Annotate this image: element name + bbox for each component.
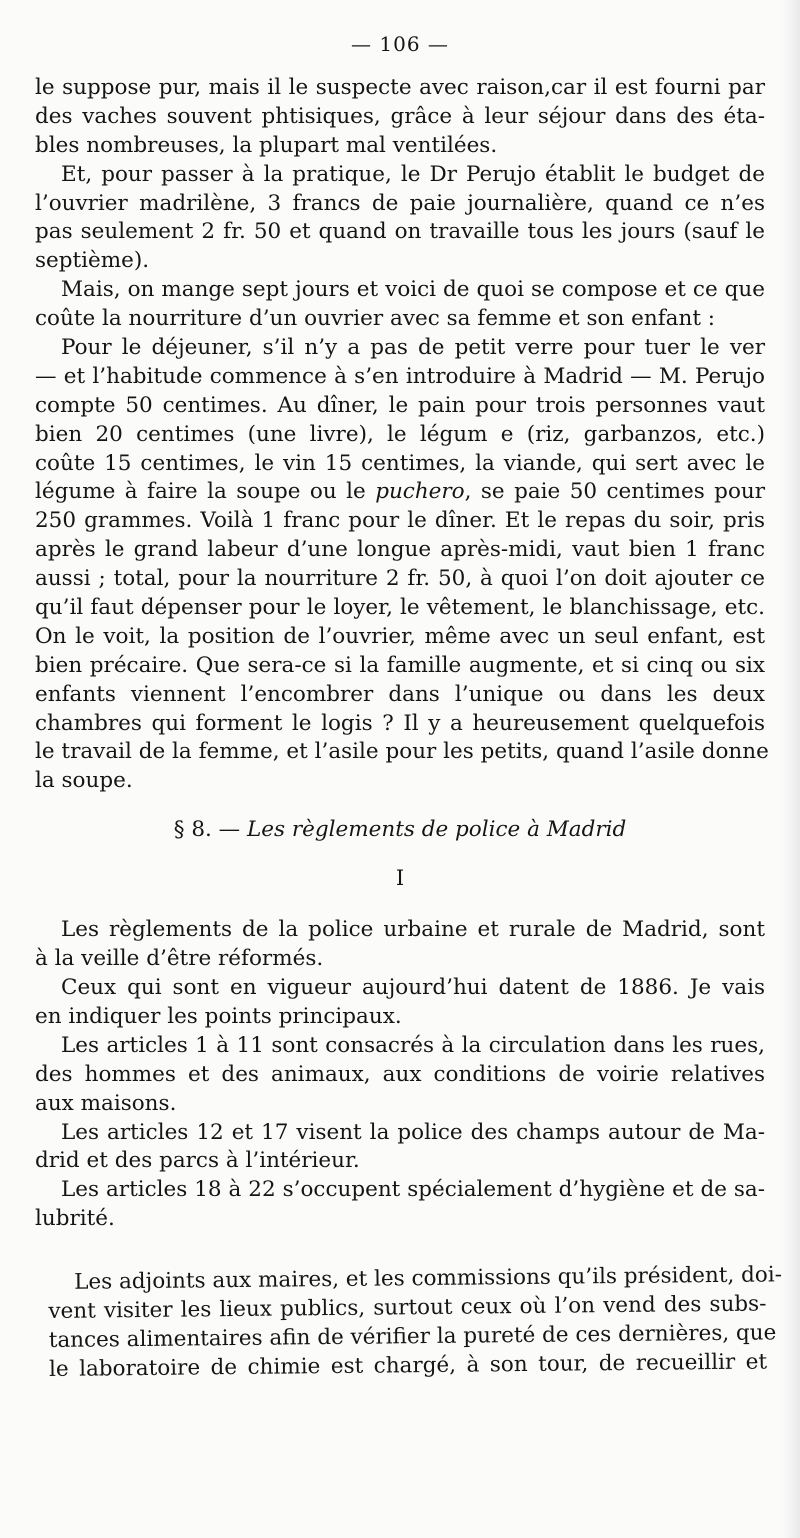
text-fragment: , se paie 50 centimes pour	[464, 479, 766, 505]
text-line: des vaches souvent phtisiques, grâce à leur séjour dans des éta-	[35, 103, 765, 129]
text-line: enfants viennent l’encombrer dans l’unique ou dans les deux	[35, 681, 765, 707]
text-line: le travail de la femme, et l’asile pour les petits, quand l’asile donne	[35, 739, 769, 765]
text-line: Et, pour passer à la pratique, le Dr Perujo établit le budget de	[61, 161, 765, 187]
text-line: Les règlements de la police urbaine et rurale de Madrid, sont	[61, 917, 765, 943]
text-line: Ceux qui sont en vigueur aujourd’hui datent de 1886. Je vais	[61, 975, 765, 1001]
text-line: On le voit, la position de l’ouvrier, même avec un seul enfant, est	[35, 623, 765, 649]
text-line: tances alimentaires afin de vérifier la pureté de ces dernières, que	[48, 1320, 777, 1353]
text-line: bien 20 centimes (une livre), le légum e (riz, garbanzos, etc.)	[35, 421, 765, 447]
body-text	[35, 74, 769, 1234]
text-line: Pour le déjeuner, s’il n’y a pas de petit verre pour tuer le ver	[61, 335, 765, 361]
text-line: Les articles 12 et 17 visent la police des champs autour de Ma-	[61, 1119, 765, 1145]
text-line: drid et des parcs à l’intérieur.	[35, 1148, 360, 1174]
text-line: 250 grammes. Voilà 1 franc pour le dîner. Et le repas du soir, pris	[35, 508, 765, 534]
text-line: bles nombreuses, la plupart mal ventilées.	[35, 132, 498, 158]
text-line: Mais, on mange sept jours et voici de quoi se compose et ce que	[61, 277, 765, 303]
skewed-paragraph	[48, 1260, 783, 1383]
text-line: chambres qui forment le logis ? Il y a heureusement quelquefois	[35, 710, 765, 736]
text-line: qu’il faut dépenser pour le loyer, le vêtement, le blanchissage, etc.	[35, 595, 765, 621]
text-line: après le grand labeur d’une longue après-midi, vaut bien 1 franc	[35, 537, 765, 563]
text-line: Les articles 18 à 22 s’occupent spécialement d’hygiène et de sa-	[61, 1177, 765, 1203]
text-line: le laboratoire de chimie est chargé, à son tour, de recueillir et	[48, 1349, 768, 1382]
text-line: en indiquer les points principaux.	[35, 1003, 402, 1029]
text-line: pas seulement 2 fr. 50 et quand on travaille tous les jours (sauf le	[35, 219, 765, 245]
page-edge-shadow	[782, 0, 800, 1538]
text-line: septième).	[35, 248, 150, 274]
text-line: la soupe.	[35, 768, 133, 794]
italic-word: puchero	[375, 479, 465, 505]
text-line: lubrité.	[35, 1206, 115, 1232]
text-line: aussi ; total, pour la nourriture 2 fr. 50, à quoi l’on doit ajouter ce	[35, 566, 765, 592]
text-line: l’ouvrier madrilène, 3 francs de paie journalière, quand ce n’es	[35, 190, 765, 216]
text-line: à la veille d’être réformés.	[35, 946, 324, 972]
text-line: compte 50 centimes. Au dîner, le pain pour trois personnes vaut	[35, 392, 765, 418]
text-line: Les articles 1 à 11 sont consacrés à la circulation dans les rues,	[61, 1032, 765, 1058]
text-line: coûte la nourriture d’un ouvrier avec sa femme et son enfant :	[35, 306, 716, 332]
text-line	[35, 478, 765, 507]
text-line: Les adjoints aux maires, et les commissions qu’ils président, doi-	[74, 1262, 783, 1295]
text-line: coûte 15 centimes, le vin 15 centimes, la viande, qui sert avec le	[35, 450, 765, 476]
text-line: vent visiter les lieux publics, surtout ceux où l’on vend des subs-	[48, 1291, 767, 1324]
text-line: — et l’habitude commence à s’en introduire à Madrid — M. Perujo	[35, 363, 765, 389]
text-line: le suppose pur, mais il le suspecte avec raison,car il est fourni par	[35, 75, 765, 100]
section-heading	[35, 816, 765, 846]
text-line: aux maisons.	[35, 1090, 177, 1116]
text-line: bien précaire. Que sera-ce si la famille augmente, et si cinq ou six	[35, 652, 765, 678]
section-numeral: I	[395, 866, 405, 891]
text-line: des hommes et des animaux, aux conditions de voirie relatives	[35, 1061, 765, 1087]
section-title: Les règlements de police à Madrid	[247, 817, 627, 843]
page-number: — 106 —	[351, 32, 449, 56]
section-prefix: § 8. —	[173, 817, 248, 843]
text-fragment: légume à faire la soupe ou le	[35, 479, 376, 505]
